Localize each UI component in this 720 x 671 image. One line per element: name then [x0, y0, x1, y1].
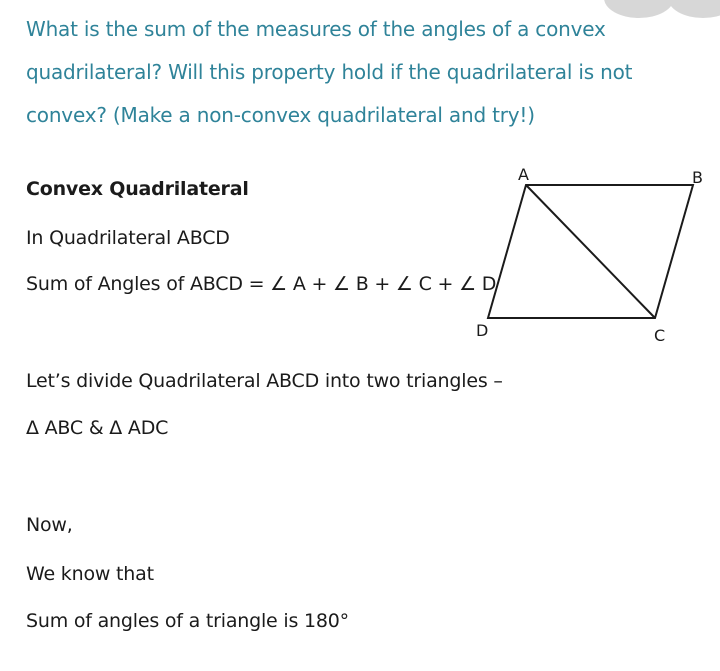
question-line-3: convex? (Make a non-convex quadrilateral and try!): [26, 103, 535, 127]
solution-line-we-know: We know that: [26, 563, 154, 585]
diagonal-ac: [526, 185, 655, 318]
solution-line-sum-of-angles: Sum of Angles of ABCD = ∠ A + ∠ B + ∠ C + ∠ D: [26, 273, 497, 295]
question-line-1: What is the sum of the measures of the angles of a convex: [26, 17, 606, 41]
solution-line-in-quadrilateral: In Quadrilateral ABCD: [26, 227, 230, 249]
vertex-label-a: A: [518, 165, 529, 184]
solution-line-divide: Let’s divide Quadrilateral ABCD into two triangles –: [26, 370, 503, 392]
vertex-label-d: D: [476, 321, 489, 340]
vertex-label-b: B: [692, 168, 703, 187]
vertex-label-c: C: [654, 326, 666, 345]
solution-line-triangles: Δ ABC & Δ ADC: [26, 417, 169, 439]
solution-line-triangle-sum: Sum of angles of a triangle is 180°: [26, 610, 349, 632]
section-heading: Convex Quadrilateral: [26, 178, 249, 200]
question-line-2: quadrilateral? Will this property hold if the quadrilateral is not: [26, 60, 633, 84]
solution-line-now: Now,: [26, 514, 73, 536]
